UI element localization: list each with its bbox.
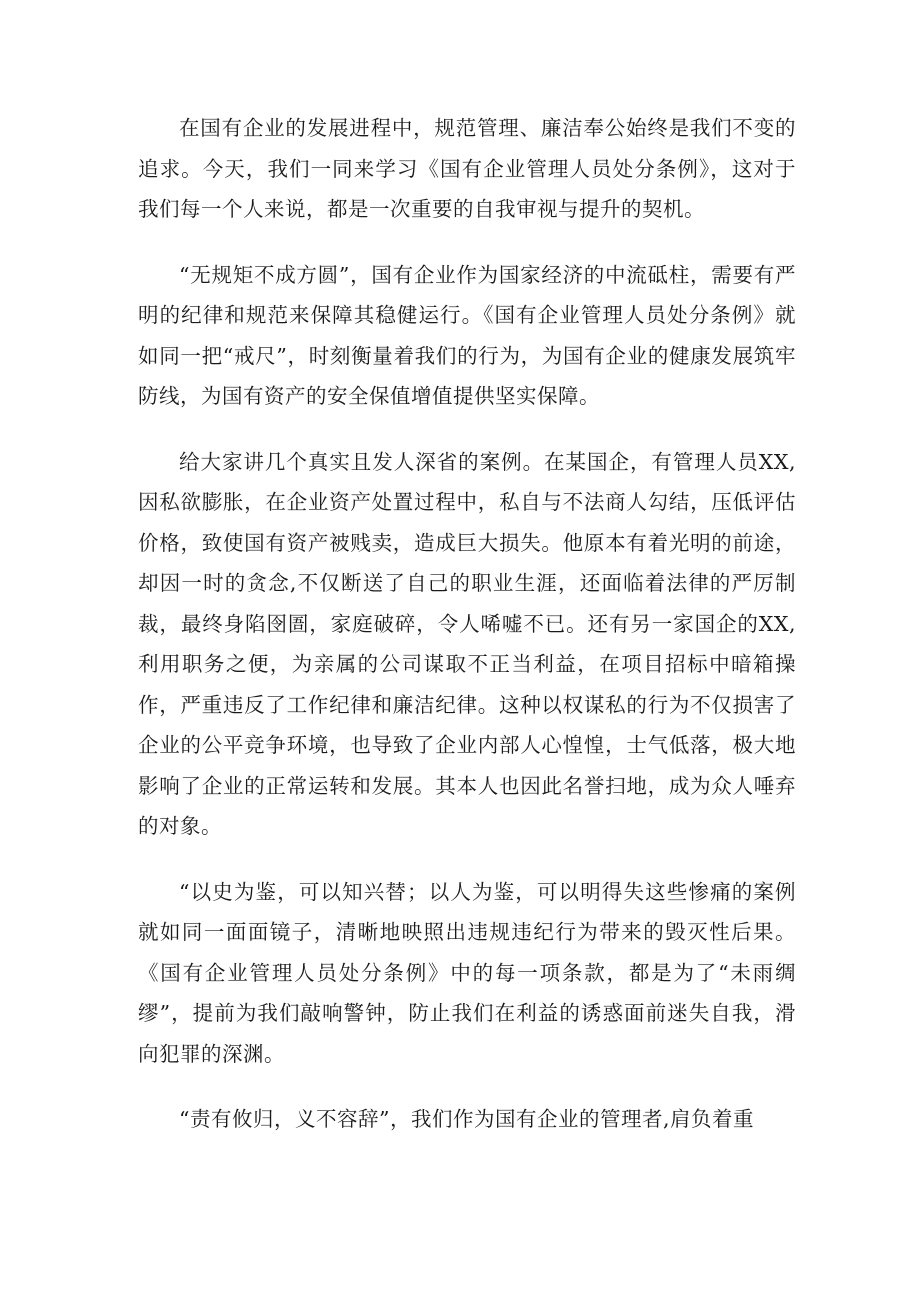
paragraph-4: “以史为鉴，可以知兴替；以人为鉴，可以明得失这些惨痛的案例就如同一面面镜子，清晰地映照出违规违纪行为带来的毁灭性后果。《国有企业管理人员处分条例》中的每一项条款，都是为了“未雨绸缪”，提前为我们敲响警钟，防止我们在利益的诱惑面前迷失自我，滑向犯罪的深渊。 (138, 879, 796, 1066)
paragraph-5: “责有攸归，义不容辞”，我们作为国有企业的管理者,肩负着重 (179, 1107, 754, 1131)
paragraph-3: 给大家讲几个真实且发人深省的案例。在某国企，有管理人员XX,因私欲膨胀，在企业资产处置过程中，私自与不法商人勾结，压低评估价格，致使国有资产被贱卖，造成巨大损失。他原本有着光明的前途，却因一时的贪念,不仅断送了自己的职业生涯，还面临着法律的严厉制裁，最终身陷囹圄，家庭破碎，令人唏嘘不已。还有另一家国企的XX,利用职务之便，为亲属的公司谋取不正当利益，在项目招标中暗箱操作，严重违反了工作纪律和廉洁纪律。这种以权谋私的行为不仅损害了企业的公平竞争环境，也导致了企业内部人心惶惶，士气低落，极大地影响了企业的正常运转和发展。其本人也因此名誉扫地，成为众人唾弃的对象。 (138, 449, 796, 838)
paragraph-1: 在国有企业的发展进程中，规范管理、廉洁奉公始终是我们不变的追求。今天，我们一同来学习《国有企业管理人员处分条例》，这对于我们每一个人来说，都是一次重要的自我审视与提升的契机。 (138, 116, 796, 221)
paragraph-2: “无规矩不成方圆”，国有企业作为国家经济的中流砥柱，需要有严明的纪律和规范来保障其稳健运行。《国有企业管理人员处分条例》就如同一把“戒尺”，时刻衡量着我们的行为，为国有企业的健康发展筑牢防线，为国有资产的安全保值增值提供坚实保障。 (138, 262, 796, 408)
